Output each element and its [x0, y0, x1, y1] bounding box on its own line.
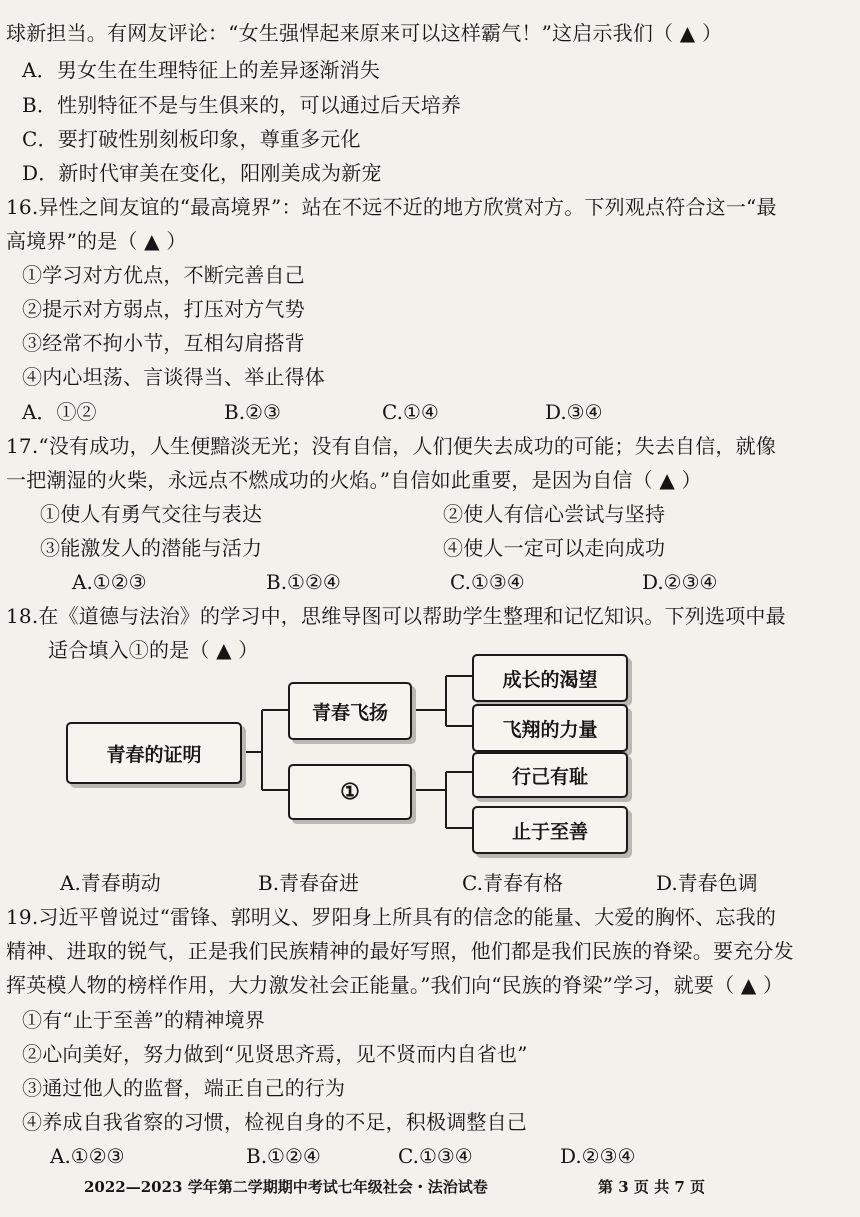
- mind-map-branch-2: ①: [288, 764, 412, 820]
- q15-option-c: C．要打破性别刻板印象，尊重多元化: [22, 127, 361, 151]
- q18-option-a: A.青春萌动: [60, 871, 161, 895]
- q16-option-b: B.②③: [224, 400, 281, 424]
- q18-option-c: C.青春有格: [462, 871, 563, 895]
- q16-item-3: ③经常不拘小节，互相勾肩搭背: [22, 331, 305, 355]
- q16-item-2: ②提示对方弱点，打压对方气势: [22, 297, 305, 321]
- q15-option-b: B．性别特征不是与生俱来的，可以通过后天培养: [22, 93, 462, 117]
- q19-option-d: D.②③④: [560, 1144, 636, 1168]
- mind-map-leaf-2: 飞翔的力量: [472, 704, 628, 752]
- mind-map-leaf-3: 行己有耻: [472, 752, 628, 798]
- q15-stem-end: 球新担当。有网友评论：“女生强悍起来原来可以这样霸气！”这启示我们（ ▲ ）: [6, 21, 723, 45]
- q19-stem-line3: 挥英模人物的榜样作用，大力激发社会正能量。”我们向“民族的脊梁”学习，就要（ ▲ ）: [6, 973, 784, 997]
- q19-option-c: C.①③④: [398, 1144, 473, 1168]
- footer-exam-title: 2022—2023 学年第二学期期中考试七年级社会・法治试卷: [84, 1178, 488, 1196]
- q17-option-c: C.①③④: [450, 570, 525, 594]
- footer-page-number: 第 3 页 共 7 页: [598, 1178, 705, 1196]
- q17-stem-line1: 17.“没有成功，人生便黯淡无光；没有自信，人们便失去成功的可能；失去自信，就像: [6, 434, 777, 458]
- q16-option-d: D.③④: [545, 400, 603, 424]
- q17-item-3: ③能激发人的潜能与活力: [40, 536, 263, 560]
- mind-map-leaf-4: 止于至善: [472, 806, 628, 854]
- q15-option-a: A．男女生在生理特征上的差异逐渐消失: [22, 58, 381, 82]
- mind-map-root: 青春的证明: [66, 722, 242, 784]
- q19-option-a: A.①②③: [50, 1144, 125, 1168]
- q19-stem-line2: 精神、进取的锐气，正是我们民族精神的最好写照，他们都是我们民族的脊梁。要充分发: [6, 939, 794, 963]
- q19-option-b: B.①②④: [246, 1144, 321, 1168]
- q16-option-a: A．①②: [22, 400, 97, 424]
- mind-map-branch-1: 青春飞扬: [288, 682, 412, 740]
- q15-option-d: D．新时代审美在变化，阳刚美成为新宠: [22, 161, 382, 185]
- q19-stem-line1: 19.习近平曾说过“雷锋、郭明义、罗阳身上所具有的信念的能量、大爱的胸怀、忘我的: [6, 905, 777, 929]
- mind-map-leaf-1: 成长的渴望: [472, 654, 628, 702]
- q17-option-d: D.②③④: [642, 570, 718, 594]
- q16-item-4: ④内心坦荡、言谈得当、举止得体: [22, 365, 325, 389]
- q17-stem-line2: 一把潮湿的火柴，永远点不燃成功的火焰。”自信如此重要，是因为自信（ ▲ ）: [6, 468, 702, 492]
- q16-item-1: ①学习对方优点，不断完善自己: [22, 263, 305, 287]
- q17-option-b: B.①②④: [266, 570, 341, 594]
- q19-item-1: ①有“止于至善”的精神境界: [22, 1008, 266, 1032]
- q18-stem-line1: 18.在《道德与法治》的学习中，思维导图可以帮助学生整理和记忆知识。下列选项中最: [6, 604, 786, 628]
- q18-option-d: D.青春色调: [656, 871, 758, 895]
- q16-stem-line2: 高境界”的是（ ▲ ）: [6, 229, 187, 253]
- q17-item-2: ②使人有信心尝试与坚持: [443, 502, 666, 526]
- q16-option-c: C.①④: [382, 400, 439, 424]
- q19-item-4: ④养成自我省察的习惯，检视自身的不足，积极调整自己: [22, 1110, 527, 1134]
- q17-item-4: ④使人一定可以走向成功: [443, 536, 666, 560]
- q16-stem-line1: 16.异性之间友谊的“最高境界”：站在不远不近的地方欣赏对方。下列观点符合这一“最: [6, 195, 777, 219]
- q17-item-1: ①使人有勇气交往与表达: [40, 502, 263, 526]
- q18-stem-line2: 适合填入①的是（ ▲ ）: [48, 638, 259, 662]
- q18-option-b: B.青春奋进: [258, 871, 360, 895]
- q19-item-2: ②心向美好，努力做到“见贤思齐焉，见不贤而内自省也”: [22, 1042, 528, 1066]
- q19-item-3: ③通过他人的监督，端正自己的行为: [22, 1076, 346, 1100]
- q17-option-a: A.①②③: [72, 570, 147, 594]
